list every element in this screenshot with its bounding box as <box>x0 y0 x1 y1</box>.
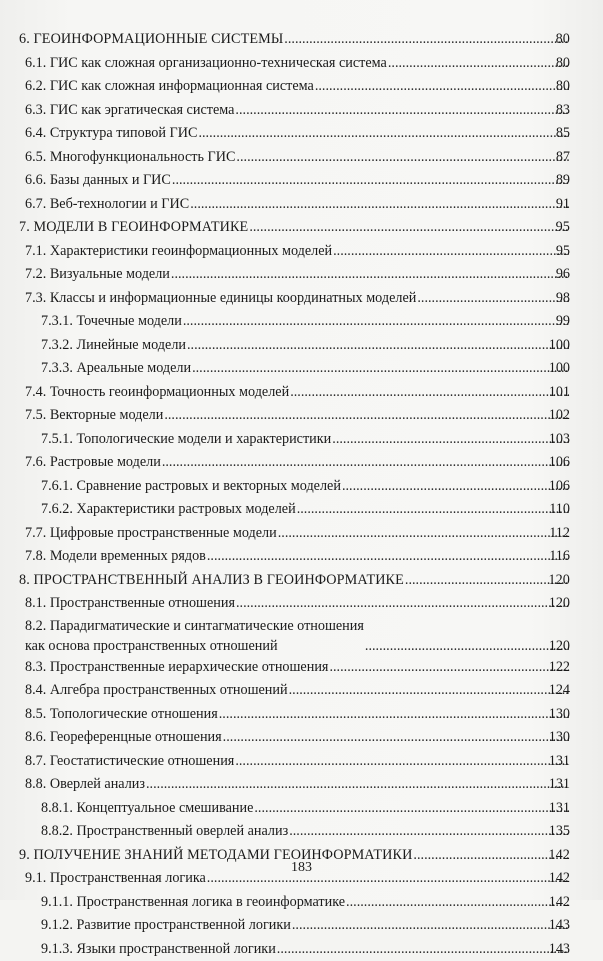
toc-entry-title <box>41 914 291 938</box>
toc-entry-text: Структура типовой ГИС <box>50 125 198 141</box>
toc-entry-title <box>25 122 197 146</box>
toc-entry-title <box>25 522 277 546</box>
toc-entry-text: Характеристики растровых моделей <box>76 501 295 517</box>
toc-entry-number: 7.1. <box>25 243 46 259</box>
toc-entry-page: 95 <box>538 240 570 264</box>
toc-entry-text: Точность геоинформационных моделей <box>50 384 289 400</box>
dot-leader <box>289 820 569 844</box>
toc-entry-number: 8.8. <box>25 776 46 792</box>
toc-entry-number: 7.3.2. <box>41 337 73 353</box>
toc-entry <box>0 475 603 499</box>
dot-leader <box>278 522 569 546</box>
toc-entry-page: 103 <box>538 428 570 452</box>
dot-leader <box>346 891 569 915</box>
toc-entry-title <box>25 52 387 76</box>
dot-leader <box>187 334 569 358</box>
toc-entry-page: 130 <box>538 703 570 727</box>
toc-entry <box>0 193 603 217</box>
toc-entry-number: 7.6.1. <box>41 478 73 494</box>
toc-entry-title <box>41 310 182 334</box>
toc-entry-number: 9. <box>19 847 30 863</box>
toc-entry-page: 100 <box>538 357 570 381</box>
toc-entry-title <box>25 240 332 264</box>
toc-entry-text: ПРОСТРАНСТВЕННЫЙ АНАЛИЗ В ГЕОИНФОРМАТИКЕ <box>34 572 404 588</box>
toc-entry <box>0 569 603 593</box>
toc-entry-number: 6.5. <box>25 149 46 165</box>
dot-leader <box>329 656 569 680</box>
toc-entry-number: 8.5. <box>25 706 46 722</box>
toc-entry-page: 106 <box>538 451 570 475</box>
toc-entry-title <box>25 703 218 727</box>
dot-leader <box>146 773 569 797</box>
toc-entry-text: Характеристики геоинформационных моделей <box>50 243 332 259</box>
toc-entry <box>0 240 603 264</box>
toc-entry-title <box>25 545 206 569</box>
toc-entry-number: 7.3. <box>25 290 46 306</box>
toc-entry-number: 8.8.2. <box>41 823 73 839</box>
toc-entry-title <box>19 216 248 240</box>
toc-entry-title <box>25 169 171 193</box>
toc-entry-text: Многофункциональность ГИС <box>50 149 236 165</box>
dot-leader <box>292 914 569 938</box>
toc-entry <box>0 820 603 844</box>
toc-entry <box>0 287 603 311</box>
toc-entry-text: Развитие пространственной логики <box>76 917 290 933</box>
toc-entry <box>0 99 603 123</box>
dot-leader <box>164 404 569 428</box>
toc-entry-page: 116 <box>538 545 570 569</box>
toc-entry-number: 9.1. <box>25 870 46 886</box>
toc-entry-title <box>25 773 145 797</box>
toc-entry-number: 6. <box>19 31 30 47</box>
toc-entry-number: 8.2. <box>25 618 46 634</box>
toc-entry-page: 89 <box>538 169 570 193</box>
dot-leader <box>162 451 569 475</box>
toc-entry-title <box>41 498 296 522</box>
toc-entry-title <box>25 451 161 475</box>
toc-entry-text: Геостатистические отношения <box>50 753 235 769</box>
toc-entry-text: Ареальные модели <box>76 360 191 376</box>
toc-entry-text: ПОЛУЧЕНИЕ ЗНАНИЙ МЕТОДАМИ ГЕОИНФОРМАТИКИ <box>34 847 413 863</box>
toc-entry-number: 7.5. <box>25 407 46 423</box>
toc-entry-text: Базы данных и ГИС <box>50 172 171 188</box>
toc-entry-text: Точечные модели <box>76 313 181 329</box>
dot-leader <box>198 122 569 146</box>
dot-leader <box>315 75 569 99</box>
toc-entry-title <box>25 75 314 99</box>
toc-entry-title <box>25 750 234 774</box>
toc-entry-text: Пространственная логика в геоинформатике <box>76 894 345 910</box>
toc-entry <box>0 28 603 52</box>
dot-leader <box>284 28 569 52</box>
dot-leader <box>342 475 569 499</box>
dot-leader <box>277 938 569 961</box>
toc-entry-text: Модели временных рядов <box>50 548 206 564</box>
toc-entry-number: 8.4. <box>25 682 46 698</box>
toc-entry-title <box>41 334 186 358</box>
toc-entry-page: 96 <box>538 263 570 287</box>
toc-entry-page: 102 <box>538 404 570 428</box>
toc-entry-text: Растровые модели <box>50 454 161 470</box>
toc-entry-text: Топологические модели и характеристики <box>76 431 331 447</box>
toc-entry-title <box>25 193 189 217</box>
toc-entry-number: 7.6.2. <box>41 501 73 517</box>
toc-entry <box>0 263 603 287</box>
toc-entry-number: 6.7. <box>25 196 46 212</box>
toc-entry-text: ГИС как сложная организационно-техническая система <box>50 55 387 71</box>
toc-entry-page: 100 <box>538 334 570 358</box>
toc-entry-title <box>25 726 222 750</box>
page-number: 183 <box>0 860 603 876</box>
toc-entry-page: 142 <box>538 844 570 868</box>
toc-entry-page: 85 <box>538 122 570 146</box>
toc-entry-title <box>41 797 253 821</box>
toc-entry-page: 112 <box>538 522 570 546</box>
dot-leader <box>333 240 569 264</box>
toc-entry-number: 7. <box>19 219 30 235</box>
toc-entry-page: 143 <box>538 938 570 961</box>
toc-entry <box>0 404 603 428</box>
toc-entry <box>0 146 603 170</box>
toc-entry-text: ГИС как эргатическая система <box>50 102 235 118</box>
toc-entry <box>0 616 603 656</box>
toc-entry-title <box>25 656 328 680</box>
toc-entry <box>0 52 603 76</box>
toc-entry-title <box>41 428 331 452</box>
toc-entry-number: 8.3. <box>25 659 46 675</box>
dot-leader <box>219 703 569 727</box>
toc-entry <box>0 656 603 680</box>
dot-leader <box>183 310 569 334</box>
toc-entry-text: Концептуальное смешивание <box>76 800 253 816</box>
toc-entry-page: 131 <box>538 773 570 797</box>
toc-entry-number: 7.3.1. <box>41 313 73 329</box>
toc-entry <box>0 679 603 703</box>
toc-entry-number: 6.2. <box>25 78 46 94</box>
toc-entry-text: Классы и информационные единицы координатных моделей <box>50 290 417 306</box>
toc-entry-page: 142 <box>538 891 570 915</box>
toc-entry <box>0 914 603 938</box>
toc-entry-text-continued: как основа пространственных отношений <box>25 638 278 654</box>
toc-entry <box>0 381 603 405</box>
toc-entry-page: 80 <box>538 75 570 99</box>
toc-entry-text: Пространственные отношения <box>50 595 235 611</box>
dot-leader <box>207 545 569 569</box>
dot-leader <box>236 146 569 170</box>
toc-entry-title <box>41 891 345 915</box>
toc-entry-number: 7.4. <box>25 384 46 400</box>
toc-entry <box>0 428 603 452</box>
toc-entry <box>0 592 603 616</box>
toc-entry <box>0 334 603 358</box>
toc-entry-number: 8.8.1. <box>41 800 73 816</box>
toc-entry-page: 143 <box>538 914 570 938</box>
toc-entry <box>0 703 603 727</box>
toc-entry-page: 130 <box>538 726 570 750</box>
table-of-contents <box>0 28 603 961</box>
dot-leader <box>190 193 569 217</box>
dot-leader <box>192 357 569 381</box>
toc-entry-page: 83 <box>538 99 570 123</box>
toc-entry <box>0 750 603 774</box>
toc-entry-number: 6.6. <box>25 172 46 188</box>
toc-entry <box>0 773 603 797</box>
toc-entry-page: 101 <box>538 381 570 405</box>
toc-entry-page: 99 <box>538 310 570 334</box>
toc-entry-page: 106 <box>538 475 570 499</box>
dot-leader <box>289 679 569 703</box>
toc-entry-text: Оверлей анализ <box>50 776 145 792</box>
dot-leader <box>236 592 569 616</box>
toc-entry-page: 120 <box>538 592 570 616</box>
toc-entry-page: 142 <box>538 867 570 891</box>
toc-entry <box>0 169 603 193</box>
toc-entry-number: 9.1.3. <box>41 941 73 957</box>
toc-entry-title <box>25 263 170 287</box>
toc-entry-title <box>19 28 283 52</box>
toc-entry-text: Пространственный оверлей анализ <box>76 823 288 839</box>
toc-entry-page: 95 <box>538 216 570 240</box>
toc-entry-text: МОДЕЛИ В ГЕОИНФОРМАТИКЕ <box>34 219 249 235</box>
toc-entry-page: 110 <box>538 498 570 522</box>
toc-entry <box>0 451 603 475</box>
toc-entry-page: 91 <box>538 193 570 217</box>
toc-entry <box>0 75 603 99</box>
dot-leader <box>171 263 569 287</box>
toc-entry-page: 124 <box>538 679 570 703</box>
toc-entry-text: ГИС как сложная информационная система <box>50 78 314 94</box>
toc-entry-text: Визуальные модели <box>50 266 170 282</box>
toc-entry-text: ГЕОИНФОРМАЦИОННЫЕ СИСТЕМЫ <box>34 31 284 47</box>
toc-entry <box>0 938 603 961</box>
dot-leader <box>235 99 569 123</box>
toc-entry <box>0 522 603 546</box>
toc-entry-title <box>41 820 288 844</box>
toc-entry-number: 7.2. <box>25 266 46 282</box>
toc-entry-page: 80 <box>538 28 570 52</box>
toc-entry <box>0 498 603 522</box>
toc-entry-text: Языки пространственной логики <box>76 941 275 957</box>
toc-entry-title <box>41 357 191 381</box>
toc-entry-title <box>25 404 163 428</box>
toc-entry-title <box>25 99 234 123</box>
toc-entry-text: Цифровые пространственные модели <box>50 525 277 541</box>
toc-entry-text: Топологические отношения <box>50 706 218 722</box>
toc-entry-page: 120 <box>538 569 570 593</box>
toc-entry-number: 7.5.1. <box>41 431 73 447</box>
toc-entry-number: 7.7. <box>25 525 46 541</box>
toc-entry-title <box>41 475 341 499</box>
toc-entry-title <box>25 381 289 405</box>
dot-leader <box>249 216 569 240</box>
toc-entry-number: 7.3.3. <box>41 360 73 376</box>
dot-leader <box>290 381 569 405</box>
dot-leader <box>172 169 569 193</box>
toc-entry-text: Линейные модели <box>76 337 186 353</box>
toc-entry-number: 8.1. <box>25 595 46 611</box>
toc-entry-number: 8.7. <box>25 753 46 769</box>
toc-entry-number: 6.4. <box>25 125 46 141</box>
toc-entry-title <box>25 146 235 170</box>
toc-entry-text: Парадигматические и синтагматические отношения <box>50 618 364 634</box>
toc-entry <box>0 891 603 915</box>
dot-leader <box>332 428 569 452</box>
toc-entry-number: 6.3. <box>25 102 46 118</box>
toc-entry-page: 131 <box>538 797 570 821</box>
toc-entry-title <box>25 287 416 311</box>
toc-entry-title <box>41 938 276 961</box>
toc-entry-text: Пространственная логика <box>50 870 206 886</box>
toc-entry-text: Алгебра пространственных отношений <box>50 682 288 698</box>
toc-entry-number: 9.1.1. <box>41 894 73 910</box>
toc-entry-number: 7.8. <box>25 548 46 564</box>
toc-entry-page: 80 <box>538 52 570 76</box>
toc-entry <box>0 310 603 334</box>
toc-entry <box>0 726 603 750</box>
toc-entry-page: 98 <box>538 287 570 311</box>
toc-entry-page: 122 <box>538 656 570 680</box>
toc-entry-title <box>25 679 288 703</box>
toc-entry <box>0 797 603 821</box>
toc-entry <box>0 357 603 381</box>
toc-entry-title <box>25 616 364 656</box>
toc-entry-text: Пространственные иерархические отношения <box>50 659 329 675</box>
toc-entry-page: 131 <box>538 750 570 774</box>
toc-entry-text: Геореференцные отношения <box>50 729 222 745</box>
toc-entry-text: Веб-технологии и ГИС <box>50 196 189 212</box>
toc-entry-number: 6.1. <box>25 55 46 71</box>
toc-entry-title <box>25 592 235 616</box>
toc-entry <box>0 122 603 146</box>
toc-entry <box>0 216 603 240</box>
toc-entry-page: 120 <box>538 636 570 656</box>
toc-entry-title <box>19 569 404 593</box>
toc-entry <box>0 545 603 569</box>
toc-entry-number: 9.1.2. <box>41 917 73 933</box>
dot-leader <box>235 750 569 774</box>
dot-leader <box>254 797 569 821</box>
dot-leader <box>223 726 569 750</box>
toc-entry-text: Сравнение растровых и векторных моделей <box>76 478 340 494</box>
toc-entry-page: 135 <box>538 820 570 844</box>
toc-entry-page: 87 <box>538 146 570 170</box>
toc-entry-text: Векторные модели <box>50 407 164 423</box>
dot-leader <box>297 498 569 522</box>
toc-entry-number: 8. <box>19 572 30 588</box>
toc-entry-number: 8.6. <box>25 729 46 745</box>
toc-entry-number: 7.6. <box>25 454 46 470</box>
